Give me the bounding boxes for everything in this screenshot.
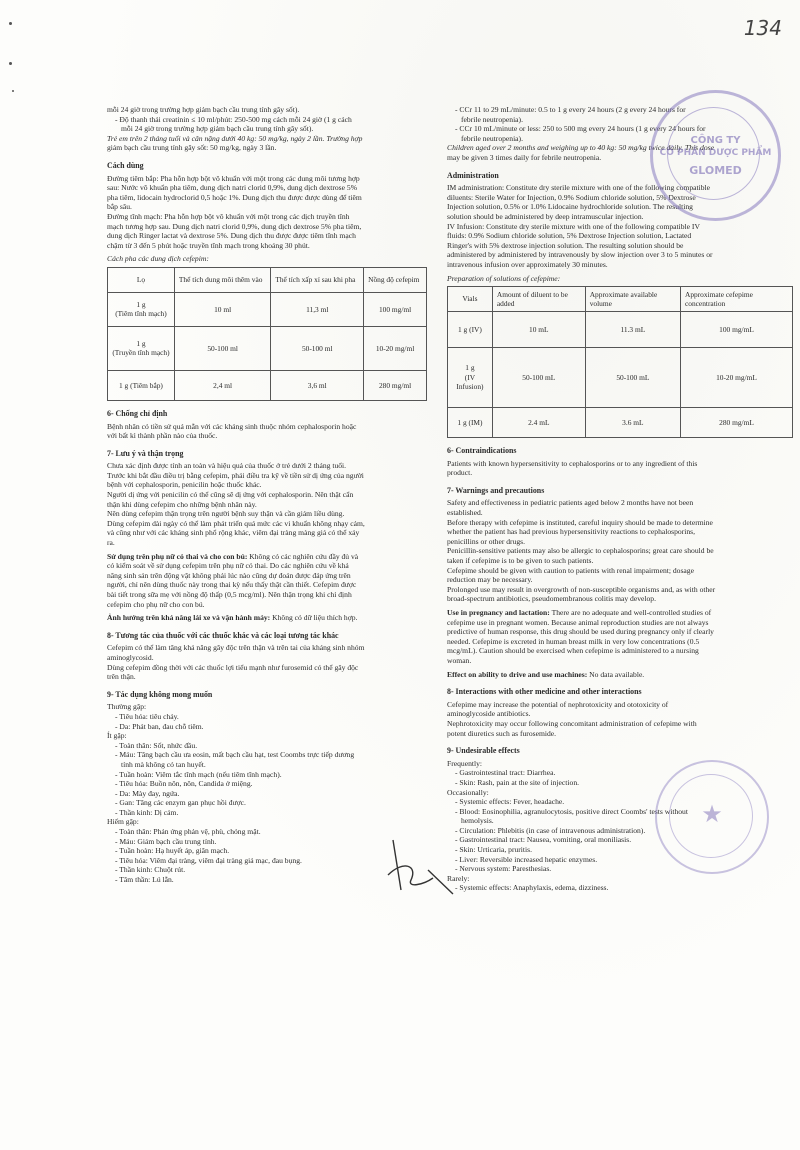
- table-cell: 100 mg/mL: [680, 312, 792, 348]
- seal-text: CỔ PHẦN DƯỢC PHẨM: [659, 148, 772, 158]
- group-label: Rarely:: [447, 873, 470, 883]
- table-cell: 10-20 mg/ml: [364, 326, 427, 370]
- text-line: có kiểm soát về sử dụng cefepim trên phụ nữ có thai. Do các nghiên cứu về khả: [107, 561, 349, 571]
- table-cell: 1 g (Tiêm tĩnh mạch): [108, 292, 175, 326]
- text-line: Before therapy with cefepime is instituted, careful inquiry should be made to determine: [447, 517, 713, 527]
- text-line: chậm từ 3 đến 5 phút hoặc truyền tĩnh mạch trong khoảng 30 phút.: [107, 240, 310, 250]
- text-line: mạch tương hợp sau. Dung dịch natri clorid 0,9%, dung dịch dextrose 5% pha tiêm,: [107, 221, 362, 231]
- text-line: Người dị ứng với penicilin có thể cũng sẽ dị ứng với cephalosporin. Nên thật cẩn: [107, 490, 354, 500]
- driving-paragraph: Ảnh hưởng trên khả năng lái xe và vận hành máy: Không có dữ liệu thích hợp.: [107, 613, 358, 623]
- table-cell: 280 mg/ml: [364, 370, 427, 400]
- table-cell: 100 mg/ml: [364, 292, 427, 326]
- group-label: Frequently:: [447, 758, 483, 768]
- table-caption: Preparation of solutions of cefepime:: [447, 273, 561, 283]
- text-line: solution should be administered by deep intramuscular injection.: [447, 211, 644, 221]
- list-item: - Da: Mày đay, ngứa.: [115, 788, 180, 798]
- table-row: [448, 408, 793, 438]
- text-line: product.: [447, 468, 473, 478]
- text-line: Dùng cefepim đồng thời với các thuốc lợi tiểu mạnh như furosemid có thể gây độc: [107, 662, 359, 672]
- text-line: Nên dùng cefepim thận trọng trên người bệnh suy thận và cần giảm liều dùng.: [107, 509, 345, 519]
- text-line: bài tiết trong sữa mẹ với nồng độ thấp (0,5 mcg/ml). Nên thận trọng khi chỉ định: [107, 590, 352, 599]
- text-line: - CCr 11 to 29 mL/minute: 0.5 to 1 g every 24 hours (2 g every 24 hours for: [455, 105, 686, 114]
- table-header: Amount of diluent to be added: [492, 287, 585, 312]
- text-line: - Độ thanh thải creatinin ≤ 10 ml/phút: 250-500 mg cách mỗi 24 giờ (1 g cách: [115, 114, 352, 124]
- table-row: [108, 370, 427, 400]
- text-line: whether the patient has had previous hypersensitivity reactions to cephalosporins,: [447, 527, 695, 537]
- group-label: Ít gặp:: [107, 731, 127, 741]
- table-caption: Cách pha các dung dịch cefepim:: [107, 254, 209, 264]
- text-line: người, chỉ nên dùng thuốc này trong thai kỳ nếu thấy thật cần thiết. Cefepim được: [107, 580, 357, 590]
- text-line: Penicillin-sensitive patients may also be allergic to cephalosporins; great care should be: [447, 546, 714, 556]
- table-header: Approximate available volume: [585, 287, 680, 312]
- table-cell: 3,6 ml: [271, 370, 364, 400]
- scan-speck: [12, 90, 14, 92]
- table-cell: 1 g (IM): [448, 408, 493, 438]
- text-line: Ringer's with 5% dextrose injection solution. The resulting solution should be: [447, 240, 684, 250]
- section-heading: 7- Lưu ý và thận trọng: [107, 448, 184, 458]
- text-line: Prolonged use may result in overgrowth of non-susceptible organisms and, as with other: [447, 584, 716, 594]
- section-heading: 9- Undesirable effects: [447, 746, 520, 756]
- text-line: với bất kì thành phần nào của thuốc.: [107, 431, 218, 441]
- list-item: - Thần kinh: Chuột rút.: [115, 865, 186, 875]
- list-item: - Systemic effects: Anaphylaxis, edema, dizziness.: [455, 883, 609, 893]
- text-line: mỗi 24 giờ trong trường hợp giảm bạch cầu trung tính gây sốt).: [107, 105, 300, 114]
- page-number: 134: [743, 16, 782, 40]
- text-line: giảm bạch cầu trung tính gây sốt: 50 mg/kg, ngày 3 lần.: [107, 143, 277, 153]
- list-item: - Máu: Tăng bạch cầu ưa eosin, mất bạch cầu hạt, test Coombs trực tiếp dương: [115, 750, 355, 760]
- list-item: - Tâm thần: Lú lẫn.: [115, 875, 174, 885]
- seal-text: GLOMED: [689, 164, 742, 177]
- text-line: febrile neutropenia).: [461, 133, 523, 143]
- table-row: [448, 312, 793, 348]
- list-item: - Gastrointestinal tract: Diarrhea.: [455, 768, 556, 778]
- text-line: penicillins or other drugs.: [447, 536, 526, 546]
- list-item: - Nervous system: Paresthesias.: [455, 864, 552, 874]
- seal-text: CÔNG TY: [690, 135, 741, 146]
- text-line: mcg/mL). Caution should be exercised when cefepime is administered to a nursing: [447, 646, 699, 656]
- text-line: và cũng như với các kháng sinh phổ rộng khác, viêm đại tràng màng giả có thể xảy: [107, 528, 360, 538]
- table-header: Thể tích xấp xỉ sau khi pha: [271, 267, 364, 292]
- section-heading: 6- Chống chỉ định: [107, 408, 168, 418]
- text-line: Đường tĩnh mạch: Pha hỗn hợp bột vô khuẩn với một trong các dịch truyền tĩnh: [107, 211, 350, 221]
- text-line: diluents: Sterile Water for Injection, 0.9% Sodium chloride solution, 5% Dextrose: [447, 192, 696, 202]
- signature: [373, 830, 463, 900]
- list-item: - Liver: Reversible increased hepatic enzymes.: [455, 854, 598, 864]
- text-line: needed. Cefepime is excreted in human breast milk in very low concentrations (0.5: [447, 636, 700, 646]
- list-item: - Circulation: Phlebitis (in case of intravenous administration).: [455, 825, 646, 835]
- intro-dosage: [107, 105, 427, 153]
- table-cell: 11,3 ml: [271, 292, 364, 326]
- text-line: febrile neutropenia).: [461, 114, 523, 124]
- text-line: Injection solution, 0.5% or 1.0% Lidocaine hydrochloride solution. The resulting: [447, 202, 693, 212]
- table-header: Thể tích dung môi thêm vào: [174, 267, 270, 292]
- list-item: - Da: Phát ban, đau chỗ tiêm.: [115, 721, 204, 731]
- text-line: năng sinh sản trên động vật không phải lúc nào cũng dự đoán được đáp ứng trên: [107, 570, 351, 580]
- list-item: - Tiêu hóa: tiêu chảy.: [115, 711, 179, 721]
- text-line: aminoglycosid.: [107, 652, 154, 662]
- list-item: - Máu: Giảm bạch cầu trung tính.: [115, 836, 217, 846]
- text-line: Chưa xác định được tính an toàn và hiệu quả của thuốc ở trẻ dưới 2 tháng tuổi.: [107, 461, 347, 471]
- text-line: Trước khi bắt đầu điều trị bằng cefepim, phải điều tra kỹ về tiền sử dị ứng của người: [107, 470, 364, 480]
- list-item: - Toàn thân: Phản ứng phản vệ, phù, chóng mặt.: [115, 827, 261, 837]
- section-heading: 6- Contraindications: [447, 446, 517, 456]
- table-cell: 11.3 mL: [585, 312, 680, 348]
- pregnancy-paragraph: Use in pregnancy and lactation: There are no adequate and well-controlled studies of: [447, 608, 712, 617]
- text-line: IV Infusion: Constitute dry sterile mixture with one of the following compatible IV: [447, 221, 700, 231]
- table-header: Vials: [448, 287, 493, 312]
- section-heading: 8- Tương tác của thuốc với các thuốc khác và các loại tương tác khác: [107, 630, 339, 640]
- table-cell: 10 ml: [174, 292, 270, 326]
- section-heading: 7- Warnings and precautions: [447, 485, 545, 495]
- section-heading: Administration: [447, 170, 499, 180]
- table-cell: 3.6 mL: [585, 408, 680, 438]
- section-heading: 8- Interactions with other medicine and other interactions: [447, 687, 642, 697]
- list-item: - Thần kinh: Dị cảm.: [115, 807, 179, 817]
- list-item: - Tiêu hóa: Viêm đại tràng, viêm đại tràng giả mạc, đau bụng.: [115, 855, 302, 865]
- table-row: [108, 292, 427, 326]
- list-item: tính mà không có tan huyết.: [121, 759, 206, 769]
- text-line: established.: [447, 508, 483, 518]
- text-line: may be given 3 times daily for febrile neutropenia.: [447, 152, 602, 162]
- text-line: Safety and effectiveness in pediatric patients aged below 2 months have not been: [447, 498, 694, 508]
- text-line: administered by administered by intravenously by slow injection over 3 to 5 minutes or: [447, 250, 713, 260]
- text-line: IM administration: Constitute dry sterile mixture with one of the following compatible: [447, 183, 710, 193]
- list-item: - Tuần hoàn: Hạ huyết áp, giãn mạch.: [115, 846, 230, 856]
- table-cell: 50-100 mL: [585, 348, 680, 408]
- text-line: Cefepime may increase the potential of nephrotoxicity and ototoxicity of: [447, 699, 669, 709]
- list-item: - Systemic effects: Fever, headache.: [455, 797, 565, 807]
- text-line: pha tiêm, lidocain hydroclorid 0,5 hoặc 1%. Dung dịch thu được được dùng để tiêm: [107, 192, 362, 202]
- dilution-table-vi: [107, 267, 427, 401]
- text-line: bệnh với cephalosporin, penicilin hoặc thuốc khác.: [107, 480, 262, 490]
- text-line: taken if cefepime is to be given to such patients.: [447, 556, 594, 566]
- list-item: - Skin: Urticaria, pruritis.: [455, 845, 532, 855]
- table-header-row: [448, 287, 793, 312]
- group-label: Hiếm gặp:: [107, 817, 139, 827]
- table-cell: 50-100 ml: [174, 326, 270, 370]
- section-heading: 9- Tác dụng không mong muốn: [107, 689, 213, 699]
- list-item: - Tiêu hóa: Buồn nôn, nôn, Candida ở miệng.: [115, 779, 253, 789]
- text-line: cefepime use in pregnant women. Because animal reproduction studies are not always: [447, 617, 709, 627]
- text-line: Bệnh nhân có tiền sử quá mẫn với các kháng sinh thuộc nhóm cephalosporin hoặc: [107, 421, 357, 431]
- table-cell: 280 mg/mL: [680, 408, 792, 438]
- text-line: trên thận.: [107, 672, 136, 682]
- text-line: dung dịch Ringer lactat và dextrose 5%. Dung dịch thu được được tiêm tĩnh mạch: [107, 231, 356, 241]
- text-line: mỗi 24 giờ trong trường hợp giảm bạch cầu trung tính gây sốt).: [121, 124, 314, 134]
- table-cell: 1 g (Truyền tĩnh mạch): [108, 326, 175, 370]
- authority-seal: [655, 760, 769, 874]
- table-cell: 10-20 mg/mL: [680, 348, 792, 408]
- table-header: Lọ: [108, 267, 175, 292]
- star-icon: ★: [701, 802, 723, 828]
- text-line: woman.: [447, 655, 472, 665]
- table-cell: 1 g (IV Infusion): [448, 348, 493, 408]
- table-cell: 10 mL: [492, 312, 585, 348]
- list-item: - Toàn thân: Sốt, nhức đầu.: [115, 740, 198, 750]
- table-cell: 1 g (IV): [448, 312, 493, 348]
- group-label: Occasionally:: [447, 787, 489, 797]
- company-seal: [650, 90, 781, 221]
- text-line: Trẻ em trên 2 tháng tuổi và cân nặng dưới 40 kg: 50 mg/kg, ngày 2 lần. Trường hợp: [107, 133, 363, 143]
- table-row: [108, 326, 427, 370]
- text-line: Đường tiêm bắp: Pha hỗn hợp bột vô khuẩn với một trong các dung môi tương hợp: [107, 173, 360, 183]
- table-cell: 50-100 ml: [271, 326, 364, 370]
- text-line: potent diuretics such as furosemide.: [447, 728, 557, 738]
- list-item: - Tuần hoàn: Viêm tắc tĩnh mạch (nếu tiêm tĩnh mạch).: [115, 769, 282, 779]
- table-header-row: [108, 267, 427, 292]
- table-cell: 50-100 mL: [492, 348, 585, 408]
- text-line: reduction may be necessary.: [447, 575, 533, 585]
- text-line: - CCr 10 mL/minute or less: 250 to 500 mg every 24 hours (1 g every 24 hours for: [455, 124, 706, 134]
- dilution-table-en: [447, 286, 793, 438]
- pregnancy-paragraph: Sử dụng trên phụ nữ có thai và cho con bú: Không có các nghiên cứu đầy đủ và: [107, 551, 359, 561]
- text-line: Cefepime should be given with caution to patients with renal impairment; dosage: [447, 565, 694, 575]
- table-header: Nồng độ cefepim: [364, 267, 427, 292]
- list-item: - Blood: Eosinophilia, agranulocytosis, positive direct Coombs' tests without: [455, 806, 688, 816]
- scan-speck: [9, 22, 12, 25]
- text-line: sau: Nước vô khuẩn pha tiêm, dung dịch natri clorid 0,9%, dung dịch dextrose 5%: [107, 183, 358, 193]
- text-line: Patients with known hypersensitivity to cephalosporins or to any ingredient of this: [447, 458, 698, 468]
- text-line: fluids: 0.9% Sodium chloride solution, 5% Dextrose Injection solution, Lactated: [447, 231, 692, 241]
- table-cell: 1 g (Tiêm bắp): [108, 370, 175, 400]
- table-cell: 2.4 mL: [492, 408, 585, 438]
- table-header: Approximate cefepime concentration: [680, 287, 792, 312]
- table-cell: 2,4 ml: [174, 370, 270, 400]
- text-line: aminoglycoside antibiotics.: [447, 709, 531, 719]
- text-line: Cefepim có thể làm tăng khả năng gây độc trên thận và trên tai của kháng sinh nhóm: [107, 643, 365, 653]
- group-label: Thường gặp:: [107, 702, 147, 712]
- scan-speck: [9, 62, 12, 65]
- list-item: - Skin: Rash, pain at the site of injection.: [455, 777, 580, 787]
- text-line: ra.: [107, 538, 115, 548]
- list-item: hemolysis.: [461, 816, 494, 826]
- text-line: broad-spectrum antibiotics, pseudomembranous colitis may develop.: [447, 594, 656, 604]
- text-line: bắp sâu.: [107, 202, 132, 212]
- text-line: thận khi dùng cefepim cho những bệnh nhân này.: [107, 499, 257, 509]
- text-line: Children aged over 2 months and weighing up to 40 kg: 50 mg/kg twice daily. This dose: [447, 143, 714, 153]
- list-item: - Gan: Tăng các enzym gan phục hồi được.: [115, 798, 246, 808]
- text-line: Dùng cefepim dài ngày có thể làm phát triển quá mức các vi khuẩn không nhạy cảm,: [107, 518, 365, 528]
- section-heading: Cách dùng: [107, 160, 144, 170]
- vietnamese-column: [107, 105, 427, 885]
- table-row: [448, 348, 793, 408]
- text-line: cefepim cho phụ nữ cho con bú.: [107, 599, 205, 609]
- text-line: intravenous infusion over approximately 30 minutes.: [447, 259, 608, 269]
- list-item: - Gastrointestinal tract: Nausea, vomiting, oral moniliasis.: [455, 835, 632, 845]
- driving-paragraph: Effect on ability to drive and use machines: No data available.: [447, 669, 645, 679]
- text-line: predictive of human response, this drug should be used during pregnancy only if clearly: [447, 627, 714, 637]
- text-line: Nephrotoxicity may occur following concomitant administration of cefepime with: [447, 718, 697, 728]
